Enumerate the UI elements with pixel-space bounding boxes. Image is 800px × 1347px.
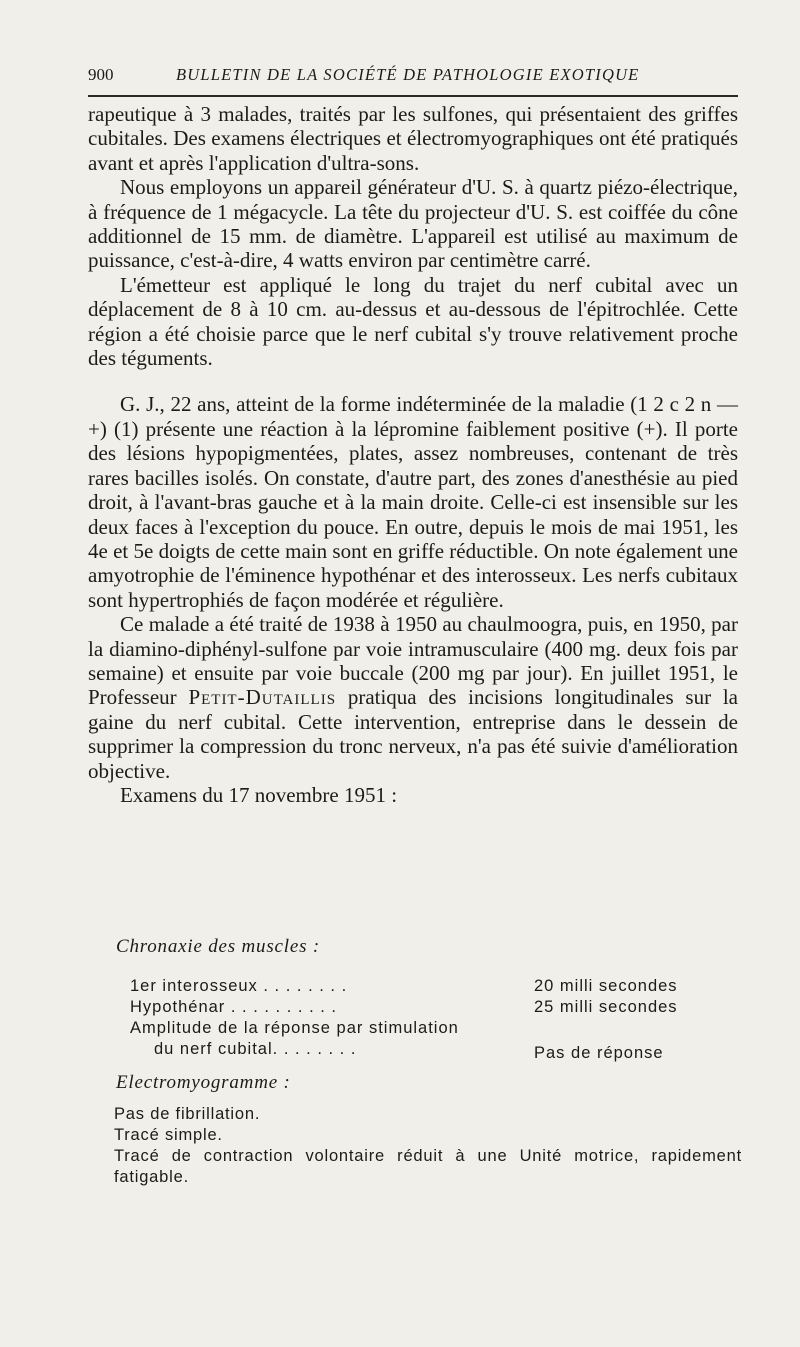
paragraph-5-end: pratiqua des incisions longitudinales sur la gaine du nerf cubital. Cette intervention, entreprise dans le dessein de supprimer la compression du tronc nerveux, n'a pas été suivie d'amélioration objective. — [88, 685, 738, 783]
measure-label: du nerf cubital. . . . . . . . — [154, 1040, 357, 1058]
measure-label: Amplitude de la réponse par stimulation — [130, 1019, 459, 1037]
emg-line: Pas de fibrillation. — [114, 1105, 261, 1123]
measure-value: Pas de réponse — [534, 1044, 664, 1062]
paragraph-5 — [88, 612, 738, 783]
page-header — [88, 62, 738, 88]
emg-line: Tracé de contraction volontaire réduit à une Unité motrice, rapidement fatigable. — [114, 1147, 742, 1186]
chronaxie-title: Chronaxie des muscles : — [116, 936, 320, 957]
measure-row — [130, 1039, 750, 1063]
paragraph-3: L'émetteur est appliqué le long du trajet du nerf cubital avec un déplacement de 8 à 10 cm. au-dessus et au-dessous de l'épitrochlée. Cette région a été choisie parce que le nerf cubital s'y trouve relativement proche des téguments. — [88, 272, 738, 371]
paragraph-6: Examens du 17 novembre 1951 : — [120, 782, 398, 807]
measure-row — [130, 997, 750, 1018]
surgeon-name: Petit-Dutaillis — [188, 685, 337, 710]
paragraph-4: G. J., 22 ans, atteint de la forme indéterminée de la maladie (1 2 c 2 n — +) (1) présente une réaction à la lépromine faiblement positive (+). Il porte des lésions hypopigmentées, plates, assez nombreuses, contenant de très rares bacilles isolés. On constate, d'autre part, des zones d'anesthésie au pied droit, à l'avant-bras gauche et à la main droite. Celle-ci est insensible sur les deux faces à l'exception du pouce. En outre, depuis le mois de mai 1951, les 4e et 5e doigts de cette main sont en griffe réductible. On note également une amyotrophie de l'éminence hypothénar et des interosseux. Les nerfs cubitaux sont hypertrophiés de façon modérée et régulière. — [88, 392, 738, 612]
measure-label: 1er interosseux . . . . . . . . — [130, 977, 348, 995]
chronaxie-table — [130, 976, 750, 1063]
article-body — [88, 102, 738, 807]
header-rule — [88, 95, 738, 97]
measure-label: Hypothénar . . . . . . . . . . — [130, 998, 337, 1016]
measure-value: 20 milli secondes — [534, 977, 678, 995]
paragraph-2: Nous employons un appareil générateur d'U. S. à quartz piézo-électrique, à fréquence de 1 mégacycle. La tête du projecteur d'U. S. est coiffée du cône additionnel de 15 mm. de diamètre. L'appareil est utilisé au maximum de puissance, c'est-à-dire, 4 watts environ par centimètre carré. — [88, 175, 738, 273]
paragraph-1: rapeutique à 3 malades, traités par les sulfones, qui présentaient des griffes cubitales. Des examens électriques et électromyographiques ont été pratiqués avant et après l'application d'ultra-sons. — [88, 102, 738, 175]
page-number: 900 — [88, 65, 114, 84]
measure-row — [130, 1018, 750, 1039]
electromyogramme-list — [114, 1104, 742, 1188]
electromyogramme-title: Electromyogramme : — [116, 1072, 291, 1093]
running-title: BULLETIN DE LA SOCIÉTÉ DE PATHOLOGIE EXOTIQUE — [176, 65, 640, 84]
measure-value: 25 milli secondes — [534, 998, 678, 1016]
measure-row — [130, 976, 750, 997]
emg-line: Tracé simple. — [114, 1126, 223, 1144]
paragraph-5-start: Ce malade a été traité de 1938 à 1950 au chaulmoogra, puis, en 1950, par la diamino-diphényl-sulfone par voie intramusculaire (400 mg. deux fois par semaine) et ensuite par voie buccale (200 mg par jour). En juillet 1951, le Professeur — [88, 612, 738, 710]
